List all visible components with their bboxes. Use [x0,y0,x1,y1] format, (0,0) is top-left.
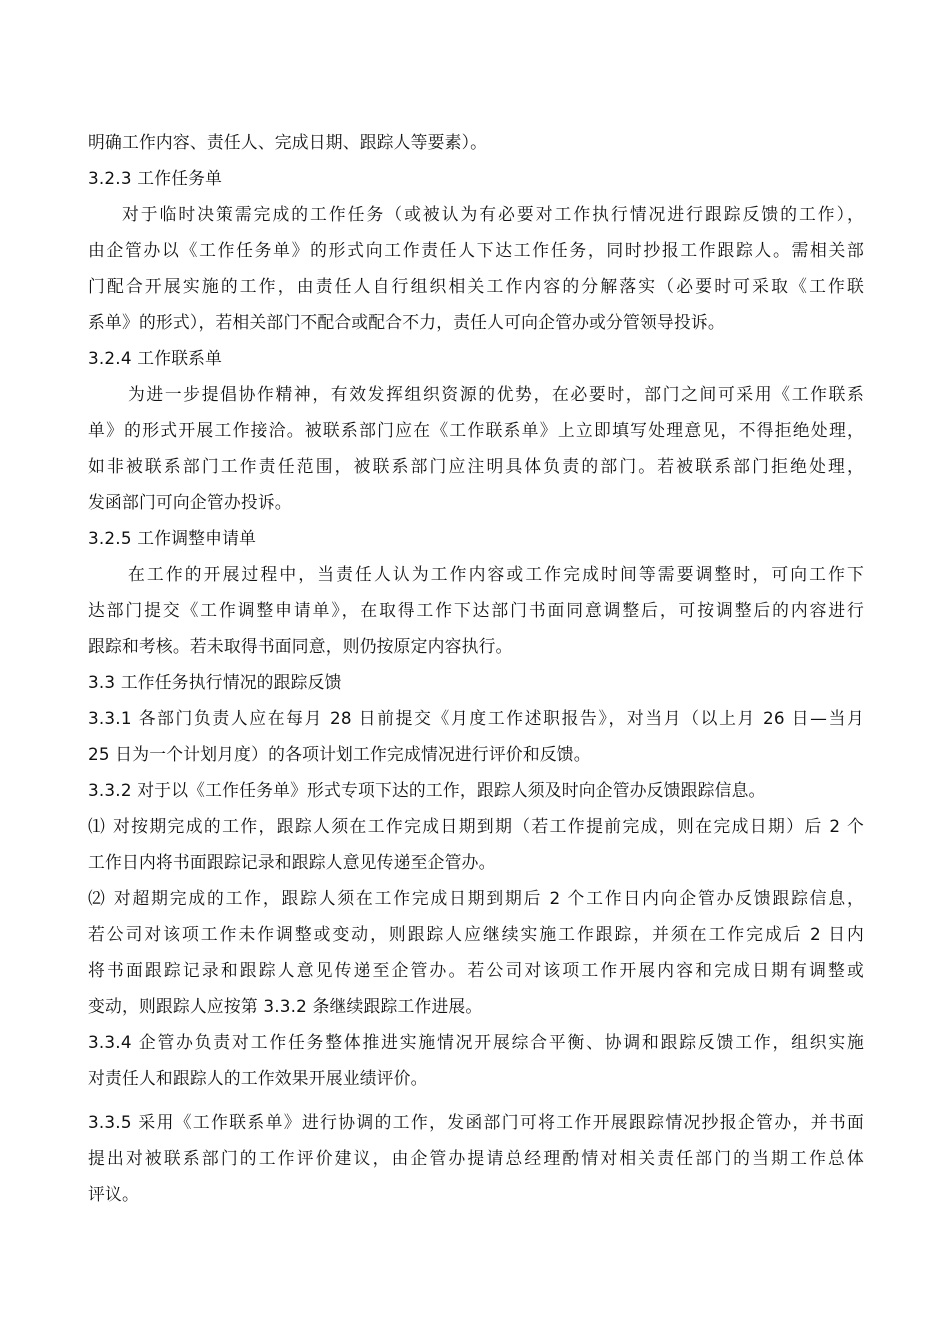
section-heading-3-2-3: 3.2.3 工作任务单 [88,168,223,188]
paragraph-line: 3.3.1 各部门负责人应在每月 28 日前提交《月度工作述职报告》，对当月（以上月 26 日—当月 [88,708,864,728]
paragraph-line: 达部门提交《工作调整申请单》，在取得工作下达部门书面同意调整后，可按调整后的内容进行 [88,600,864,620]
paragraph-line: 对责任人和跟踪人的工作效果开展业绩评价。 [88,1068,428,1088]
paragraph-line: 发函部门可向企管办投诉。 [88,492,292,512]
section-heading-3-3: 3.3 工作任务执行情况的跟踪反馈 [88,672,342,692]
list-item-line: 将书面跟踪记录和跟踪人意见传递至企管办。若公司对该项工作开展内容和完成日期有调整或 [88,960,864,980]
list-item-line: ⑴ 对按期完成的工作，跟踪人须在工作完成日期到期（若工作提前完成，则在完成日期）后 2 个 [88,816,864,836]
paragraph-line: 评议。 [88,1184,139,1204]
paragraph-spacer [88,1096,864,1104]
list-item-line: 变动，则跟踪人应按第 3.3.2 条继续跟踪工作进展。 [88,996,483,1016]
paragraph-line: 提出对被联系部门的工作评价建议，由企管办提请总经理酌情对相关责任部门的当期工作总体 [88,1148,864,1168]
paragraph-line: 由企管办以《工作任务单》的形式向工作责任人下达工作任务，同时抄报工作跟踪人。需相关部 [88,240,864,260]
document-body [88,124,864,1212]
paragraph-line: 明确工作内容、责任人、完成日期、跟踪人等要素）。 [88,132,488,152]
paragraph-line: 如非被联系部门工作责任范围，被联系部门应注明具体负责的部门。若被联系部门拒绝处理， [88,456,864,476]
list-item-line: ⑵ 对超期完成的工作，跟踪人须在工作完成日期到期后 2 个工作日内向企管办反馈跟踪信息， [88,888,864,908]
list-item-line: 工作日内将书面跟踪记录和跟踪人意见传递至企管办。 [88,852,496,872]
paragraph-line: 系单》的形式），若相关部门不配合或配合不力，责任人可向企管办或分管领导投诉。 [88,312,725,332]
list-item-line: 若公司对该项工作未作调整或变动，则跟踪人应继续实施工作跟踪，并须在工作完成后 2 日内 [88,924,864,944]
paragraph-line: 单》的形式开展工作接洽。被联系部门应在《工作联系单》上立即填写处理意见，不得拒绝处理， [88,420,864,440]
paragraph-line: 在工作的开展过程中，当责任人认为工作内容或工作完成时间等需要调整时，可向工作下 [128,564,864,584]
paragraph-line: 跟踪和考核。若未取得书面同意，则仍按原定内容执行。 [88,636,513,656]
paragraph-line: 门配合开展实施的工作，由责任人自行组织相关工作内容的分解落实（必要时可采取《工作联 [88,276,864,296]
paragraph-line: 3.3.2 对于以《工作任务单》形式专项下达的工作，跟踪人须及时向企管办反馈跟踪信息。 [88,780,766,800]
section-heading-3-2-4: 3.2.4 工作联系单 [88,348,223,368]
paragraph-line: 3.3.4 企管办负责对工作任务整体推进实施情况开展综合平衡、协调和跟踪反馈工作，组织实施 [88,1032,864,1052]
section-heading-3-2-5: 3.2.5 工作调整申请单 [88,528,257,548]
paragraph-line: 为进一步提倡协作精神，有效发挥组织资源的优势，在必要时，部门之间可采用《工作联系 [128,384,864,404]
paragraph-line: 3.3.5 采用《工作联系单》进行协调的工作，发函部门可将工作开展跟踪情况抄报企管办，并书面 [88,1112,864,1132]
paragraph-line: 对于临时决策需完成的工作任务（或被认为有必要对工作执行情况进行跟踪反馈的工作）， [122,204,864,224]
paragraph-line: 25 日为一个计划月度）的各项计划工作完成情况进行评价和反馈。 [88,744,591,764]
